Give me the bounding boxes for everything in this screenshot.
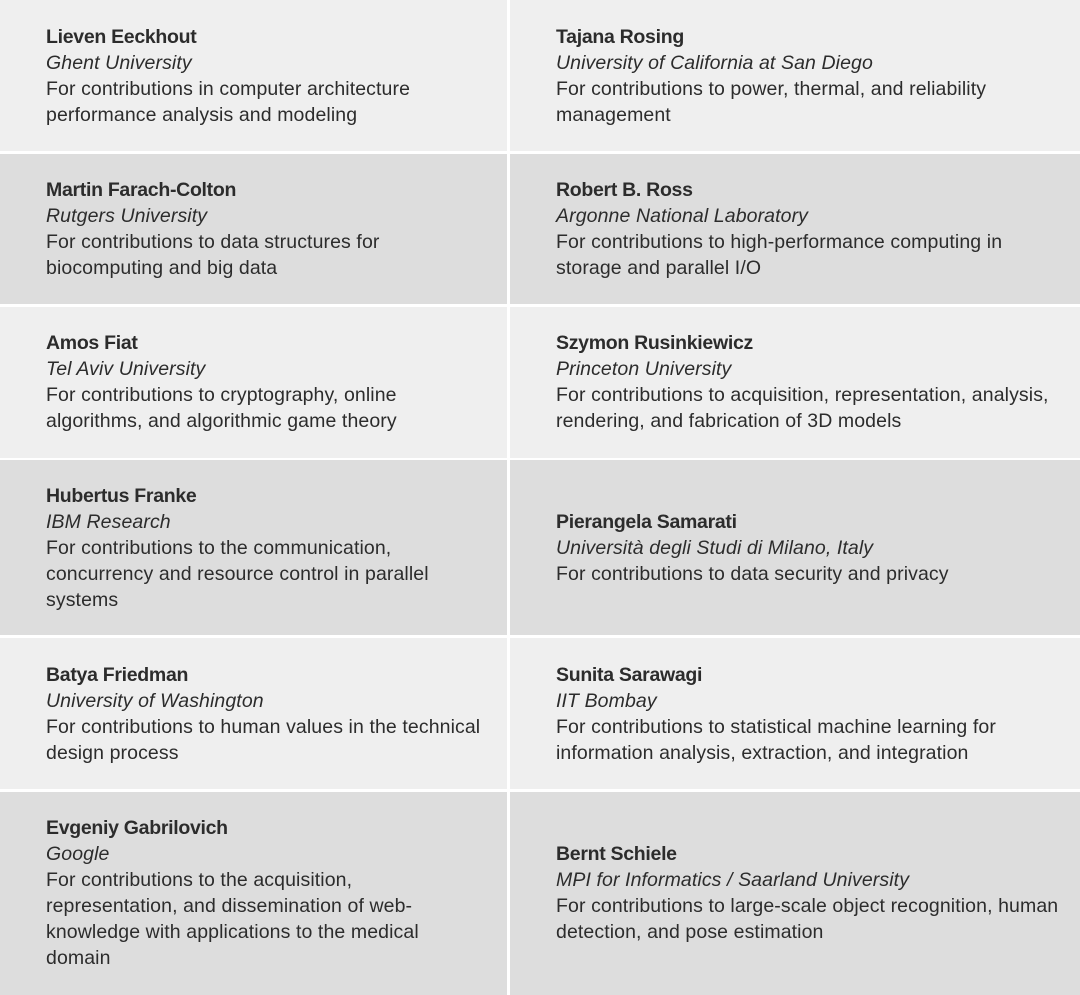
- fellow-cell: [0, 460, 507, 635]
- fellow-name: Robert B. Ross: [556, 178, 693, 201]
- fellow-entry: [556, 177, 1060, 281]
- fellow-cell: [0, 792, 507, 995]
- fellow-affiliation: University of California at San Diego: [556, 51, 873, 74]
- fellow-citation: For contributions to high-performance computing in storage and parallel I/O: [556, 230, 1003, 279]
- fellow-cell: [510, 792, 1080, 995]
- fellow-entry: [46, 483, 487, 613]
- fellow-citation: For contributions to data security and privacy: [556, 562, 949, 585]
- fellow-cell: [510, 307, 1080, 458]
- fellow-citation: For contributions to the communication, concurrency and resource control in parallel systems: [46, 536, 429, 611]
- fellow-entry: [46, 24, 487, 128]
- fellow-affiliation: Tel Aviv University: [46, 358, 206, 381]
- fellow-name: Batya Friedman: [46, 663, 189, 686]
- fellow-citation: For contributions to human values in the technical design process: [46, 715, 481, 764]
- fellow-entry: [556, 841, 1060, 945]
- fellow-citation: For contributions to cryptography, online algorithms, and algorithmic game theory: [46, 384, 397, 433]
- fellow-citation: For contributions in computer architecture performance analysis and modeling: [46, 77, 411, 126]
- fellow-cell: [0, 638, 507, 789]
- fellow-affiliation: IIT Bombay: [556, 689, 657, 712]
- fellow-citation: For contributions to power, thermal, and reliability management: [556, 77, 987, 126]
- fellow-citation: For contributions to the acquisition, representation, and dissemination of web-knowledge with applications to the medical domain: [46, 869, 419, 970]
- fellow-citation: For contributions to statistical machine learning for information analysis, extraction, and integration: [556, 715, 996, 764]
- fellow-affiliation: Rutgers University: [46, 204, 208, 227]
- fellow-affiliation: Google: [46, 843, 110, 866]
- fellow-affiliation: Princeton University: [556, 358, 732, 381]
- fellow-cell: [0, 307, 507, 458]
- fellow-entry: [556, 662, 1060, 766]
- fellow-entry: [556, 509, 1060, 587]
- fellow-affiliation: Ghent University: [46, 51, 192, 74]
- fellow-affiliation: IBM Research: [46, 510, 171, 533]
- fellow-name: Sunita Sarawagi: [556, 663, 703, 686]
- fellow-name: Hubertus Franke: [46, 484, 197, 507]
- fellow-affiliation: University of Washington: [46, 689, 264, 712]
- fellow-entry: [46, 815, 487, 971]
- fellow-name: Bernt Schiele: [556, 843, 677, 866]
- fellow-cell: [510, 154, 1080, 304]
- fellow-entry: [556, 330, 1060, 434]
- fellow-cell: [510, 638, 1080, 789]
- fellow-entry: [46, 330, 487, 434]
- fellow-citation: For contributions to large-scale object recognition, human detection, and pose estimation: [556, 895, 1059, 944]
- fellow-citation: For contributions to acquisition, representation, analysis, rendering, and fabrication of 3D models: [556, 384, 1049, 433]
- fellow-name: Martin Farach-Colton: [46, 178, 237, 201]
- fellow-name: Pierangela Samarati: [556, 510, 737, 533]
- fellow-entry: [46, 662, 487, 766]
- fellow-entry: [46, 177, 487, 281]
- fellow-name: Lieven Eeckhout: [46, 25, 197, 48]
- fellow-affiliation: Argonne National Laboratory: [556, 204, 809, 227]
- fellow-name: Amos Fiat: [46, 332, 138, 355]
- fellow-cell: [510, 0, 1080, 151]
- fellow-affiliation: Università degli Studi di Milano, Italy: [556, 536, 874, 559]
- fellow-entry: [556, 24, 1060, 128]
- fellow-cell: [510, 460, 1080, 635]
- fellow-cell: [0, 0, 507, 151]
- fellow-name: Szymon Rusinkiewicz: [556, 332, 753, 355]
- fellow-citation: For contributions to data structures for biocomputing and big data: [46, 230, 380, 279]
- fellow-cell: [0, 154, 507, 304]
- fellow-name: Evgeniy Gabrilovich: [46, 817, 228, 840]
- fellow-affiliation: MPI for Informatics / Saarland University: [556, 869, 910, 892]
- fellow-name: Tajana Rosing: [556, 25, 684, 48]
